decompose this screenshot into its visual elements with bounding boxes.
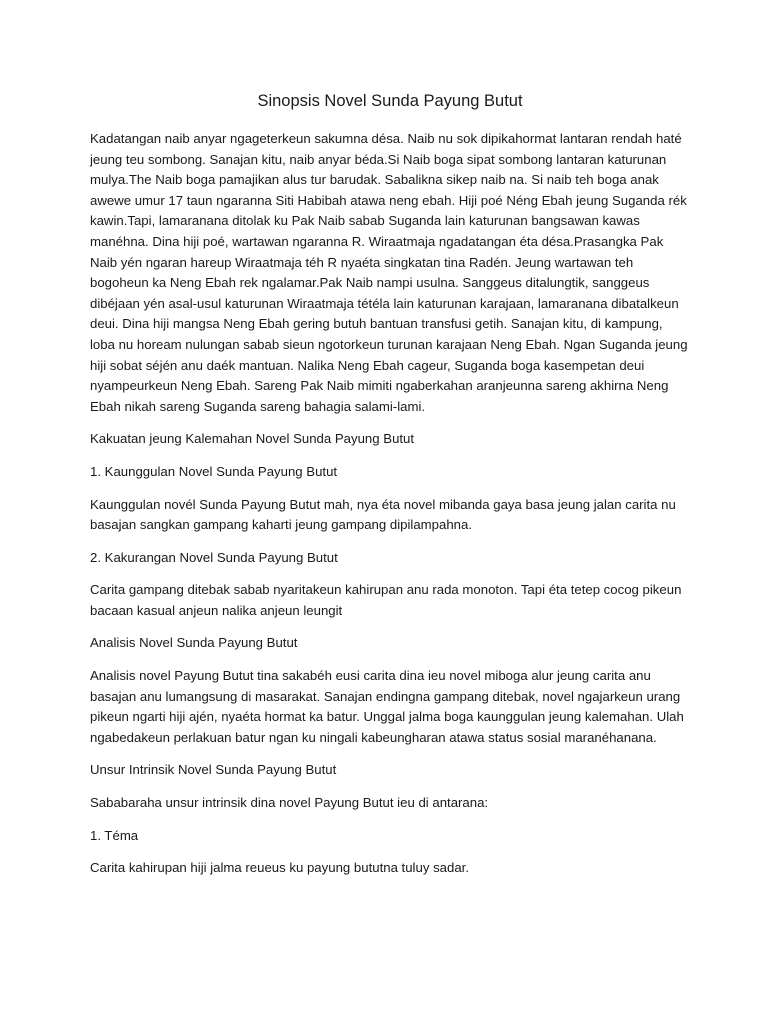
- section-heading-intrinsic: Unsur Intrinsik Novel Sunda Payung Butut: [90, 762, 337, 778]
- subheading-theme: 1. Téma: [90, 827, 139, 843]
- subheading-strengths: 1. Kaunggulan Novel Sunda Payung Butut: [90, 463, 338, 479]
- section-heading-analysis: Analisis Novel Sunda Payung Butut: [90, 635, 298, 651]
- document-page: [90, 92, 690, 891]
- document-title: Sinopsis Novel Sunda Payung Butut: [257, 92, 523, 110]
- theme-paragraph: Carita kahirupan hiji jalma reueus ku payung bututna tuluy sadar.: [90, 860, 470, 876]
- weaknesses-paragraph: Carita gampang ditebak sabab nyaritakeun kahirupan anu rada monoton. Tapi éta tetep cocog pikeun bacaan kasual anjeun nalika anjeun leungit: [90, 582, 682, 618]
- synopsis-paragraph: Kadatangan naib anyar ngageterkeun sakumna désa. Naib nu sok dipikahormat lantaran rendah haté jeung teu sombong. Sanajan kitu, naib anyar béda.Si Naib boga sipat sombong lantaran katurunan mulya.The Naib boga pamajikan alus tur barudak. Sabalikna sikep naib na. Si naib teh boga anak awewe umur 17 taun ngaranna Siti Habibah atawa neng ebah. Hiji poé Néng Ebah jeung Suganda rék kawin.Tapi, lamaranana ditolak ku Pak Naib sabab Suganda lain katurunan bangsawan kawas manéhna. Dina hiji poé, wartawan ngaranna R. Wiraatmaja ngadatangan éta désa.Prasangka Pak Naib yén ngaran hareup Wiraatmaja téh R nyaéta singkatan tina Radén. Jeung wartawan teh bogoheun ka Neng Ebah rek ngalamar.Pak Naib nampi usulna. Sanggeus ditalungtik, sanggeus dibéjaan yén asal-usul katurunan Wiraatmaja tétéla lain katurunan karajaan, lamaranana dibatalkeun deui. Dina hiji mangsa Neng Ebah gering butuh bantuan transfusi getih. Sanajan kitu, di kampung, loba nu hoream nulungan sabab sieun ngotorkeun turunan karajaan Neng Ebah. Ngan Suganda jeung hiji sobat séjén anu daék mantuan. Nalika Neng Ebah cageur, Suganda boga kasempetan deui nyampeurkeun Neng Ebah. Sareng Pak Naib mimiti ngaberkahan aranjeunna sareng akhirna Neng Ebah nikah sareng Suganda sareng bahagia salami-lami.: [90, 131, 688, 414]
- strengths-paragraph: Kaunggulan novél Sunda Payung Butut mah, nya éta novel mibanda gaya basa jeung jalan carita nu basajan sangkan gampang kaharti jeung gampang dipilampahna.: [90, 496, 676, 533]
- analysis-paragraph: Analisis novel Payung Butut tina sakabéh eusi carita dina ieu novel miboga alur jeung carita anu basajan anu lumangsung di masarakat. Sanajan endingna gampang ditebak, novel ngajarkeun urang pikeun ngarti hiji ajén, nyaéta hormat ka batur. Unggal jalma boga kaunggulan jeung kalemahan. Ulah ngabedakeun perlakuan batur ngan ku ningali kabeungharan atawa status sosial maranéhanana.: [90, 668, 684, 745]
- intrinsic-intro-paragraph: Sababaraha unsur intrinsik dina novel Payung Butut ieu di antarana:: [90, 795, 489, 811]
- section-heading-strengths-weaknesses: Kakuatan jeung Kalemahan Novel Sunda Payung Butut: [90, 431, 415, 447]
- subheading-weaknesses: 2. Kakurangan Novel Sunda Payung Butut: [90, 549, 338, 565]
